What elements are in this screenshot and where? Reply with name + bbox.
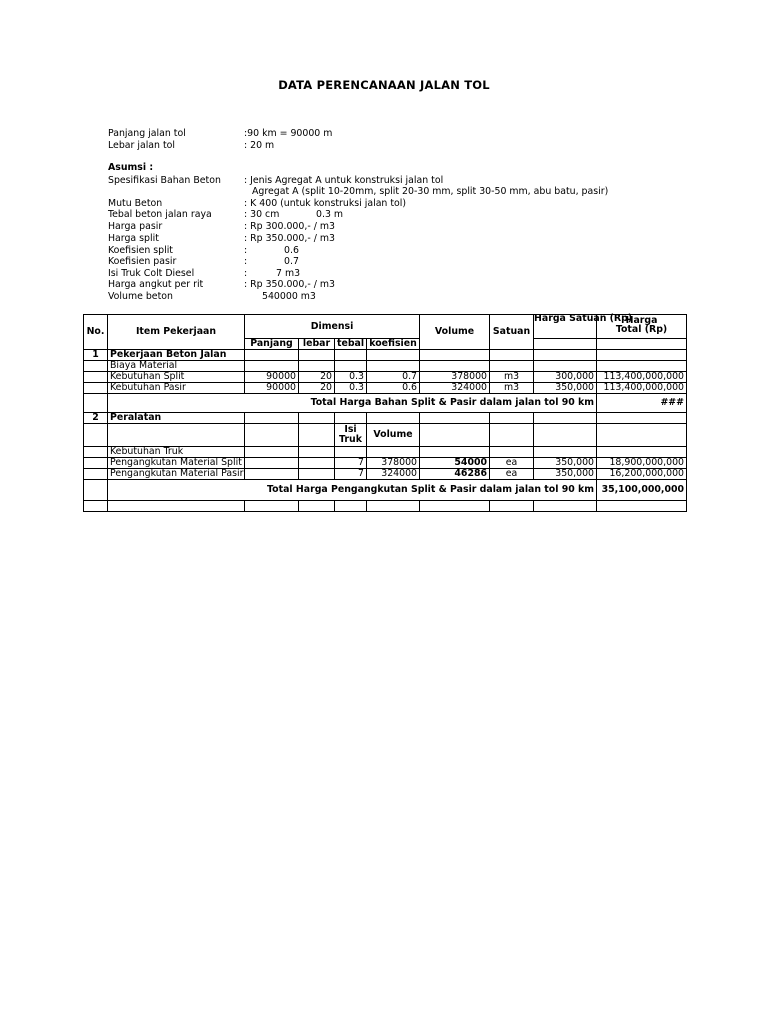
tebal-value: : 30 cm (244, 209, 280, 220)
harga-angkut-value: : Rp 350.000,- / m3 (244, 279, 335, 290)
section2-volume-header: Volume (367, 424, 420, 447)
row-volume: 378000 (420, 372, 490, 383)
row-volume: 324000 (367, 469, 420, 480)
section1-title: Pekerjaan Beton Jalan (108, 350, 245, 361)
row-harga-satuan: 350,000 (534, 383, 597, 394)
subheader-koefisien: koefisien (367, 339, 420, 350)
subheader-panjang: Panjang (245, 339, 299, 350)
row-item: Kebutuhan Split (108, 372, 245, 383)
section1-total-value: ### (597, 394, 687, 413)
koef-pasir-label: Koefisien pasir (108, 256, 177, 267)
cost-table (83, 314, 687, 512)
row-satuan: m3 (490, 372, 534, 383)
row-harga-satuan: 350,000 (534, 469, 597, 480)
header-satuan: Satuan (490, 315, 534, 350)
section2-total-label: Total Harga Pengangkutan Split & Pasir dalam jalan tol 90 km (108, 480, 597, 501)
biaya-material-label: Biaya Material (108, 361, 245, 372)
harga-angkut-label: Harga angkut per rit (108, 279, 204, 290)
subheader-lebar: lebar (299, 339, 335, 350)
volume-value: 540000 m3 (262, 291, 316, 302)
spesifikasi-label: Spesifikasi Bahan Beton (108, 175, 221, 186)
header-harga-total: Harga Total (Rp) (615, 314, 668, 335)
header-volume: Volume (420, 315, 490, 350)
isi-truk-value: 7 m3 (276, 268, 301, 279)
row-harga-satuan: 300,000 (534, 372, 597, 383)
harga-pasir-label: Harga pasir (108, 221, 163, 232)
row-harga-total: 113,400,000,000 (597, 383, 687, 394)
row-item: Kebutuhan Pasir (108, 383, 245, 394)
row-koef: 0.6 (367, 383, 420, 394)
kebutuhan-truk-row (84, 447, 687, 458)
row-lebar: 20 (299, 372, 335, 383)
header-no: No. (84, 315, 108, 350)
mutu-value: : K 400 (untuk konstruksi jalan tol) (244, 198, 407, 209)
koef-split-value: 0.6 (284, 245, 299, 256)
row-harga-total: 18,900,000,000 (597, 458, 687, 469)
section2-row (84, 413, 687, 424)
row-satuan: ea (490, 458, 534, 469)
row-item: Pengangkutan Material Split (108, 458, 245, 469)
panjang-value: :90 km = 90000 m (244, 128, 333, 139)
section2-total-row (84, 480, 687, 501)
header-harga-satuan-cell (534, 313, 633, 339)
spesifikasi-value-2: Agregat A (split 10-20mm, split 20-30 mm, split 30-50 mm, abu batu, pasir) (252, 186, 609, 197)
tebal-value-m: 0.3 m (316, 209, 344, 220)
spesifikasi-value: : Jenis Agregat A untuk konstruksi jalan tol (244, 175, 444, 186)
section2-no: 2 (84, 413, 108, 424)
section1-total-label: Total Harga Bahan Split & Pasir dalam jalan tol 90 km (108, 394, 597, 413)
harga-split-label: Harga split (108, 233, 159, 244)
row-trips: 46286 (420, 469, 490, 480)
section2-isi-truk: Isi Truk (335, 424, 367, 447)
header-item: Item Pekerjaan (108, 315, 245, 350)
header-row (84, 315, 687, 339)
row-satuan: m3 (490, 383, 534, 394)
section2-total-value: 35,100,000,000 (597, 480, 687, 501)
section2-title: Peralatan (108, 413, 245, 424)
row-volume: 378000 (367, 458, 420, 469)
row-volume: 324000 (420, 383, 490, 394)
kebutuhan-truk-label: Kebutuhan Truk (108, 447, 245, 458)
row-tebal: 0.3 (335, 383, 367, 394)
table-row (84, 458, 687, 469)
row-lebar: 20 (299, 383, 335, 394)
row-panjang: 90000 (245, 383, 299, 394)
koef-split-colon: : (244, 245, 248, 256)
header-dimensi: Dimensi (245, 315, 420, 339)
row-satuan: ea (490, 469, 534, 480)
koef-pasir-value: 0.7 (284, 256, 299, 267)
lebar-label: Lebar jalan tol (108, 140, 175, 151)
mutu-label: Mutu Beton (108, 198, 163, 209)
harga-split-value: : Rp 350.000,- / m3 (244, 233, 335, 244)
row-koef: 0.7 (367, 372, 420, 383)
subheader-tebal: tebal (335, 339, 367, 350)
tebal-label: Tebal beton jalan raya (108, 209, 212, 220)
koef-split-label: Koefisien split (108, 245, 173, 256)
page-title: DATA PERENCANAAN JALAN TOL (278, 78, 490, 92)
isi-truk-label: Isi Truk Colt Diesel (108, 268, 195, 279)
panjang-label: Panjang jalan tol (108, 128, 186, 139)
biaya-material-row (84, 361, 687, 372)
harga-pasir-value: : Rp 300.000,- / m3 (244, 221, 335, 232)
section1-row (84, 350, 687, 361)
row-isi: 7 (335, 458, 367, 469)
table-row (84, 372, 687, 383)
lebar-value: : 20 m (244, 140, 275, 151)
header-harga-satuan: Harga Satuan (Rp) (534, 313, 633, 324)
row-tebal: 0.3 (335, 372, 367, 383)
row-harga-satuan: 350,000 (534, 458, 597, 469)
row-item: Pengangkutan Material Pasir (108, 469, 245, 480)
table-row (84, 469, 687, 480)
row-panjang: 90000 (245, 372, 299, 383)
empty-row (84, 501, 687, 512)
section1-no: 1 (84, 350, 108, 361)
section2-header-row (84, 424, 687, 447)
table-row (84, 383, 687, 394)
row-isi: 7 (335, 469, 367, 480)
row-trips: 54000 (420, 458, 490, 469)
isi-truk-colon: : (244, 268, 248, 279)
row-harga-total: 113,400,000,000 (597, 372, 687, 383)
koef-pasir-colon: : (244, 256, 248, 267)
row-harga-total: 16,200,000,000 (597, 469, 687, 480)
volume-label: Volume beton (108, 291, 173, 302)
asumsi-label: Asumsi : (108, 162, 154, 173)
section1-total-row (84, 394, 687, 413)
